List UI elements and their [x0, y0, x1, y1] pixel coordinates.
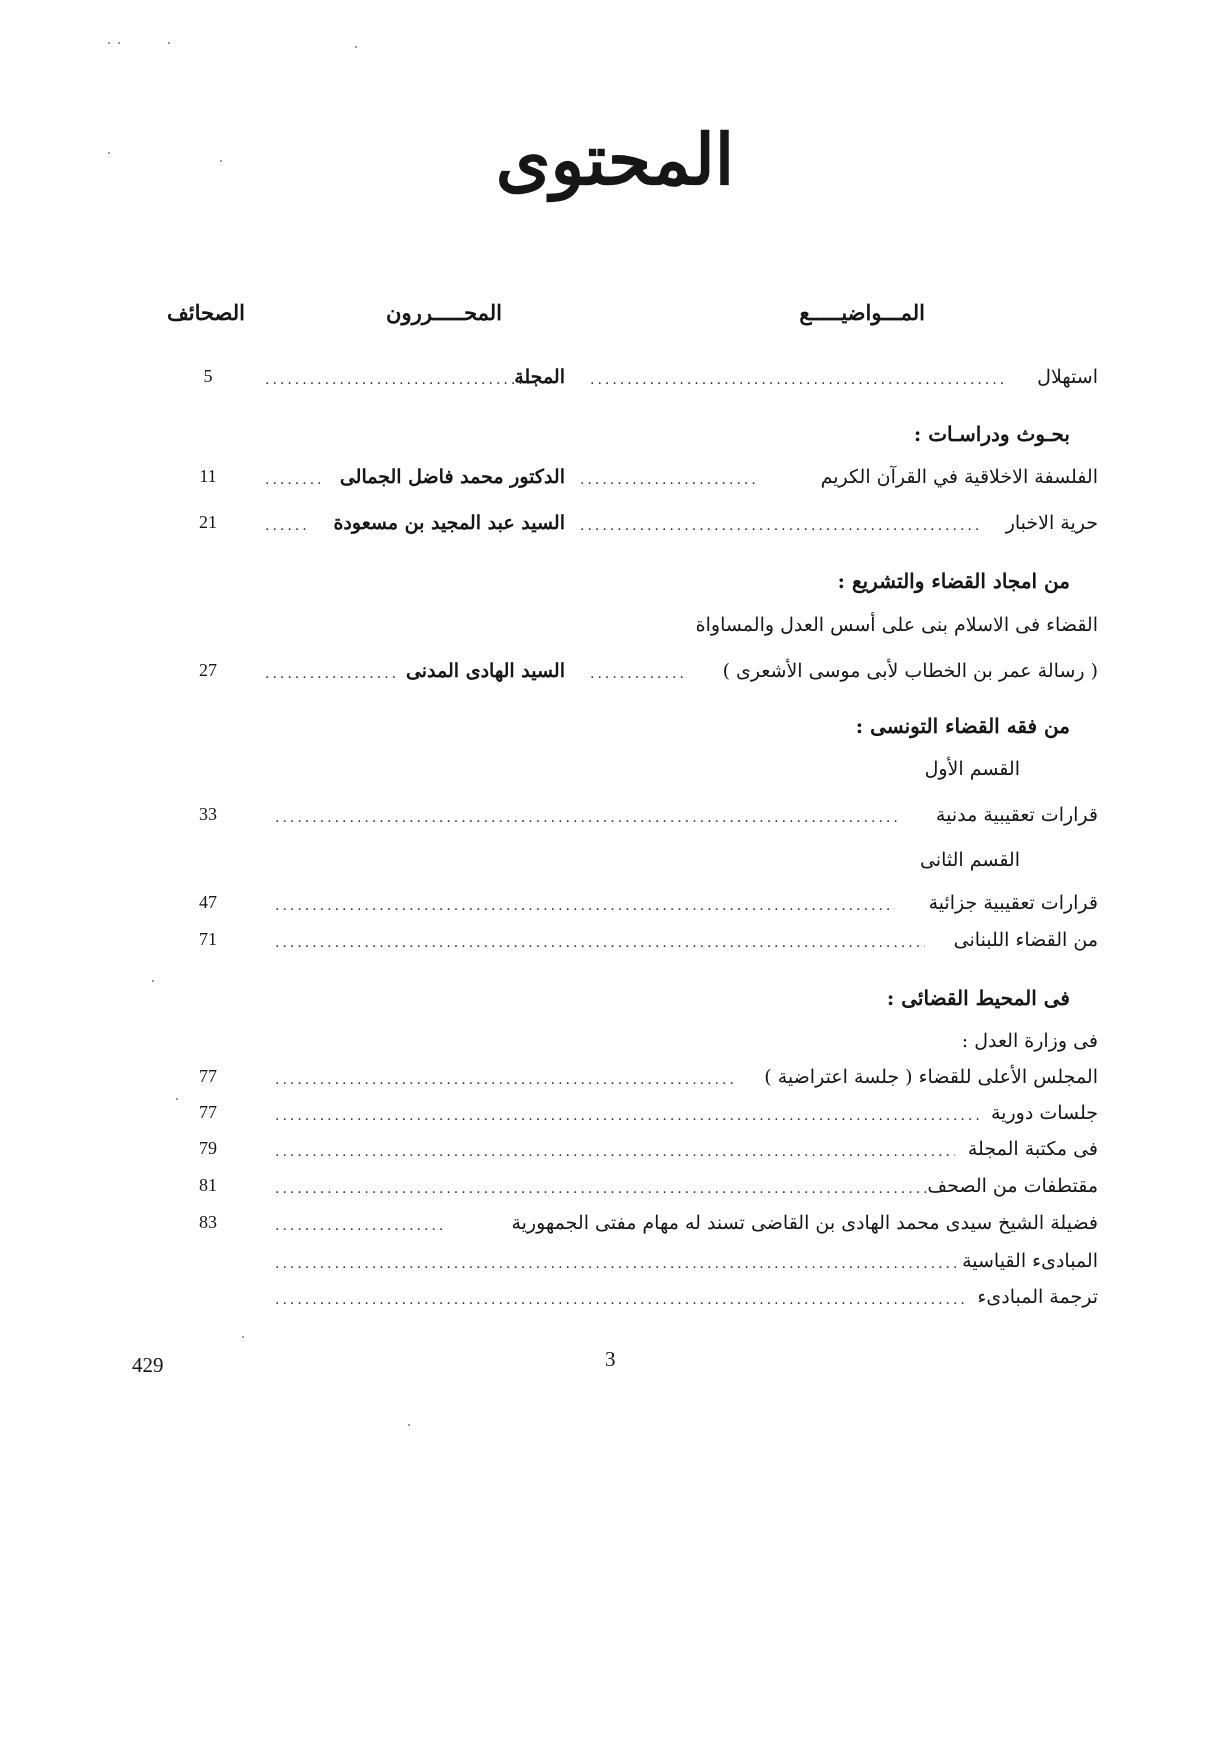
leader-dots	[275, 1108, 980, 1122]
leader-dots	[265, 372, 545, 386]
toc-row	[0, 925, 1230, 961]
toc-section-heading	[0, 418, 1230, 454]
leader-dots	[275, 1292, 965, 1306]
toc-row	[0, 754, 1230, 790]
leader-dots	[580, 518, 980, 532]
toc-page-number: 81	[199, 1175, 217, 1195]
toc-row	[0, 656, 1230, 692]
toc-section-heading	[0, 710, 1230, 746]
section-title: من فقه القضاء التونسى :	[855, 714, 1070, 738]
toc-subheading: القسم الأول	[924, 758, 1020, 780]
column-header-pages: الصحائف	[167, 300, 245, 325]
toc-author: السيد عبد المجيد بن مسعودة	[333, 512, 565, 534]
footer-volume-number: 429	[132, 1353, 164, 1377]
toc-page-number: 83	[199, 1212, 217, 1232]
section-title: فى المحيط القضائى :	[886, 986, 1070, 1010]
scan-speck	[108, 42, 110, 44]
toc-page-number: 47	[199, 892, 217, 912]
leader-dots	[265, 472, 320, 486]
section-title: من امجاد القضاء والتشريع :	[837, 569, 1070, 593]
toc-row	[0, 1208, 1230, 1244]
toc-topic: من القضاء اللبنانى	[953, 929, 1098, 951]
toc-page-number: 5	[203, 366, 213, 386]
toc-topic: قرارات تعقيبية جزائية	[928, 892, 1098, 914]
toc-topic: فضيلة الشيخ سيدى محمد الهادى بن القاضى تسند له مهام مفتى الجمهورية	[511, 1212, 1098, 1234]
toc-section-heading	[0, 565, 1230, 601]
leader-dots	[275, 898, 895, 912]
toc-author: السيد الهادى المدنى	[405, 660, 565, 682]
toc-section-heading	[0, 982, 1230, 1018]
leader-dots	[265, 666, 400, 680]
toc-page-number: 79	[199, 1138, 217, 1158]
page-title: المحتوى	[495, 118, 735, 201]
column-header-topics: المـــواضيـــــع	[799, 300, 925, 325]
toc-topic: استهلال	[1037, 366, 1098, 388]
toc-row	[0, 888, 1230, 924]
toc-topic: فى وزارة العدل :	[961, 1030, 1098, 1052]
column-header-editors: المحـــــررون	[386, 300, 502, 325]
toc-row	[0, 610, 1230, 646]
toc-row	[0, 1282, 1230, 1318]
leader-dots	[590, 372, 1005, 386]
toc-row	[0, 1246, 1230, 1282]
section-title: بحـوث ودراسـات :	[913, 422, 1070, 446]
leader-dots	[265, 518, 310, 532]
toc-topic: الفلسفة الاخلاقية في القرآن الكريم	[820, 466, 1098, 488]
toc-row	[0, 508, 1230, 544]
toc-row	[0, 362, 1230, 398]
toc-page-number: 27	[199, 660, 217, 680]
toc-page-number: 21	[199, 512, 217, 532]
toc-topic: المجلس الأعلى للقضاء ( جلسة اعتراضية )	[764, 1066, 1098, 1088]
leader-dots	[275, 1218, 445, 1232]
toc-author: الدكتور محمد فاضل الجمالى	[339, 466, 565, 488]
toc-topic: مقتطفات من الصحف	[927, 1175, 1098, 1197]
toc-page-number: 33	[199, 804, 217, 824]
toc-subheading: القسم الثانى	[919, 849, 1020, 871]
toc-row	[0, 1134, 1230, 1170]
toc-topic: قرارات تعقيبية مدنية	[935, 804, 1098, 826]
toc-row	[0, 462, 1230, 498]
toc-page-number: 71	[199, 929, 217, 949]
toc-row	[0, 1098, 1230, 1134]
leader-dots	[275, 1072, 735, 1086]
leader-dots	[590, 666, 685, 680]
toc-row	[0, 800, 1230, 836]
leader-dots	[275, 935, 925, 949]
scan-speck	[168, 42, 170, 44]
toc-row	[0, 1062, 1230, 1098]
toc-page-number: 77	[199, 1102, 217, 1122]
toc-author: المجلة	[514, 366, 565, 388]
toc-topic: ترجمة المبادىء	[977, 1286, 1098, 1308]
leader-dots	[275, 810, 900, 824]
toc-topic: فى مكتبة المجلة	[967, 1138, 1098, 1160]
scan-speck	[242, 1336, 244, 1338]
toc-page-number: 77	[199, 1066, 217, 1086]
toc-topic: المبادىء القياسية	[962, 1250, 1098, 1272]
scan-speck	[355, 46, 357, 48]
leader-dots	[275, 1181, 930, 1195]
toc-topic: حرية الاخبار	[1005, 512, 1098, 534]
toc-topic: ( رسالة عمر بن الخطاب لأبى موسى الأشعرى )	[722, 660, 1098, 682]
scan-speck	[408, 1424, 410, 1426]
leader-dots	[275, 1256, 960, 1270]
footer-page-number: 3	[605, 1347, 616, 1371]
toc-row	[0, 845, 1230, 881]
toc-topic: جلسات دورية	[991, 1102, 1098, 1124]
toc-topic: القضاء فى الاسلام بنى على أسس العدل والمساواة	[695, 614, 1098, 636]
toc-row	[0, 1171, 1230, 1207]
leader-dots	[275, 1144, 955, 1158]
toc-row	[0, 1026, 1230, 1062]
toc-page-number: 11	[199, 466, 217, 486]
scan-speck	[118, 42, 120, 44]
leader-dots	[580, 472, 755, 486]
